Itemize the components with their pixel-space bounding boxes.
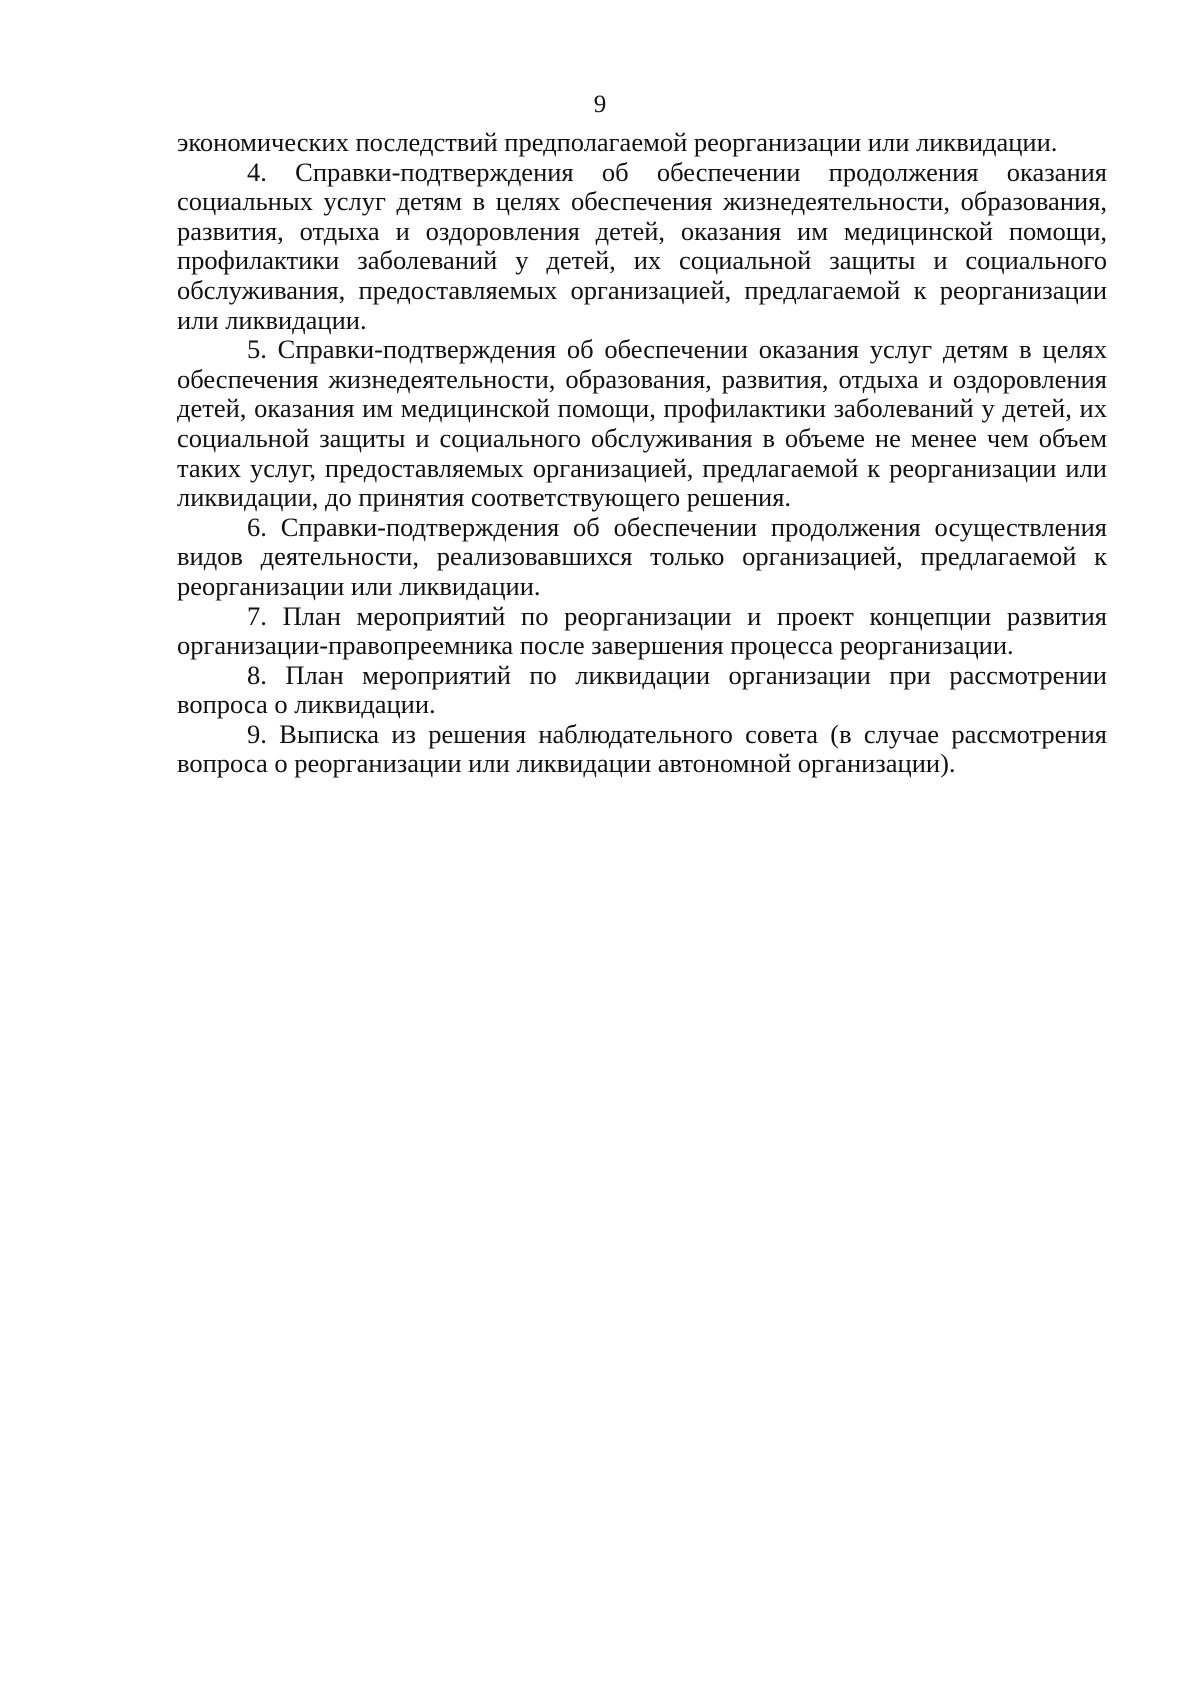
list-item-8: 8. План мероприятий по ликвидации организации при рассмотрении вопроса о ликвидации. bbox=[177, 659, 1107, 720]
page-number: 9 bbox=[593, 91, 607, 118]
paragraph-continuation: экономических последствий предполагаемой реорганизации или ликвидации. bbox=[177, 127, 1058, 157]
list-item-7: 7. План мероприятий по реорганизации и проект концепции развития организации-правопреемника после завершения процесса реорганизации. bbox=[177, 600, 1107, 661]
list-item-9: 9. Выписка из решения наблюдательного совета (в случае рассмотрения вопроса о реорганизации или ликвидации автономной организации). bbox=[177, 718, 1107, 779]
list-item-5: 5. Справки-подтверждения об обеспечении оказания услуг детям в целях обеспечения жизнедеятельности, образования, развития, отдыха и оздоровления детей, оказания им медицинской помощи, профилактики заболеваний у детей, их социальной защиты и социального обслуживания в объеме не менее чем объем таких услуг, предоставляемых организацией, предлагаемой к реорганизации или ликвидации, до принятия соответствующего решения. bbox=[177, 334, 1107, 513]
list-item-6: 6. Справки-подтверждения об обеспечении продолжения осуществления видов деятельности, реализовавшихся только организацией, предлагаемой к реорганизации или ликвидации. bbox=[177, 511, 1107, 601]
list-item-4: 4. Справки-подтверждения об обеспечении продолжения оказания социальных услуг детям в целях обеспечения жизнедеятельности, образования, развития, отдыха и оздоровления детей, оказания им медицинской помощи, профилактики заболеваний у детей, их социальной защиты и социального обслуживания, предоставляемых организацией, предлагаемой к реорганизации или ликвидации. bbox=[177, 156, 1107, 335]
document-body bbox=[177, 128, 1107, 779]
